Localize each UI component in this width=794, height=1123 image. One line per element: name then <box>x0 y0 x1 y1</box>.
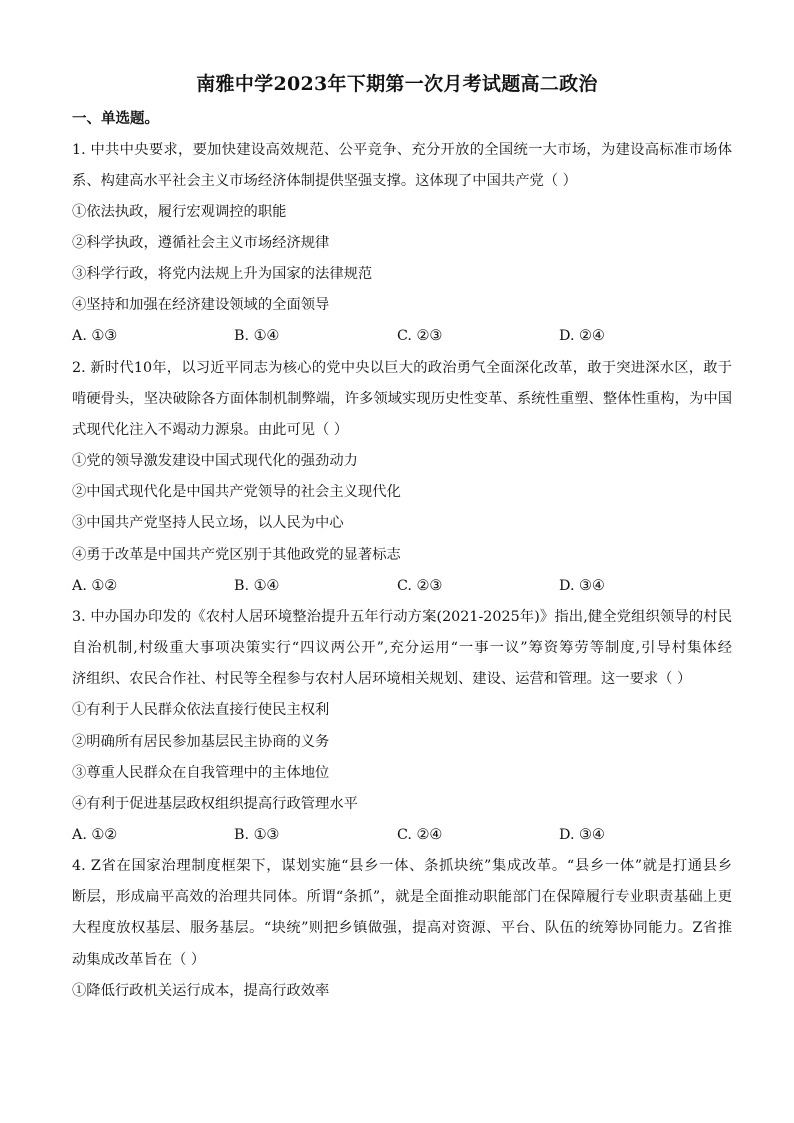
section-heading: 一、单选题。 <box>72 110 159 127</box>
q1-option-c[interactable]: C. ②③ <box>397 328 443 344</box>
q1-option-d[interactable]: D. ②④ <box>559 328 605 344</box>
q3-item-2: ②明确所有居民参加基层民主协商的义务 <box>72 734 330 750</box>
q1-item-1: ①依法执政，履行宏观调控的职能 <box>72 204 287 220</box>
q1-option-b[interactable]: B. ①④ <box>234 328 280 344</box>
q2-option-a[interactable]: A. ①② <box>72 578 118 594</box>
q3-option-d[interactable]: D. ③④ <box>559 827 605 843</box>
q2-item-1: ①党的领导激发建设中国式现代化的强劲动力 <box>72 453 358 469</box>
q4-stem-line-1: 4. Z省在国家治理制度框架下，谋划实施“县乡一体、条抓块统”集成改革。“县乡一体”就是打通县乡 <box>72 858 732 874</box>
q3-item-4: ④有利于促进基层政权组织提高行政管理水平 <box>72 796 358 812</box>
q1-item-2: ②科学执政，遵循社会主义市场经济规律 <box>72 235 330 251</box>
q3-stem-line-2: 自治机制,村级重大事项决策实行“四议两公开”,充分运用“一事一议”筹资筹劳等制度,引导村集体经 <box>72 640 732 656</box>
q2-option-c[interactable]: C. ②③ <box>397 578 443 594</box>
q4-stem-line-4: 动集成改革旨在（ ） <box>72 952 206 968</box>
q3-stem-line-1: 3. 中办国办印发的《农村人居环境整治提升五年行动方案(2021-2025年)》指出,健全党组织领导的村民 <box>72 609 732 625</box>
q2-option-d[interactable]: D. ③④ <box>559 578 605 594</box>
q2-stem-line-2: 啃硬骨头，坚决破除各方面体制机制弊端，许多领域实现历史性变革、系统性重塑、整体性重构，为中国 <box>72 391 732 407</box>
q1-option-a[interactable]: A. ①③ <box>72 328 118 344</box>
q3-item-1: ①有利于人民群众依法直接行使民主权利 <box>72 702 330 718</box>
q2-item-3: ③中国共产党坚持人民立场，以人民为中心 <box>72 515 344 531</box>
q2-stem-line-1: 2. 新时代10年，以习近平同志为核心的党中央以巨大的政治勇气全面深化改革，敢于突进深水区，敢于 <box>72 360 732 376</box>
q4-item-1: ①降低行政机关运行成本，提高行政效率 <box>72 983 330 999</box>
q2-item-4: ④勇于改革是中国共产党区别于其他政党的显著标志 <box>72 547 401 563</box>
q1-item-4: ④坚持和加强在经济建设领域的全面领导 <box>72 297 330 313</box>
q2-option-b[interactable]: B. ①④ <box>234 578 280 594</box>
q3-option-c[interactable]: C. ②④ <box>397 827 443 843</box>
q1-stem-line-2: 系、构建高水平社会主义市场经济体制提供坚强支撑。这体现了中国共产党（ ） <box>72 173 577 189</box>
q3-option-a[interactable]: A. ①② <box>72 827 118 843</box>
q2-stem-line-3: 式现代化注入不竭动力源泉。由此可见（ ） <box>72 422 349 438</box>
page-title: 南雅中学2023年下期第一次月考试题高二政治 <box>196 73 598 95</box>
q3-option-b[interactable]: B. ①③ <box>234 827 280 843</box>
q1-stem-line-1: 1. 中共中央要求，要加快建设高效规范、公平竞争、充分开放的全国统一大市场，为建设高标准市场体 <box>72 142 732 158</box>
q3-stem-line-3: 济组织、农民合作社、村民等全程参与农村人居环境相关规划、建设、运营和管理。这一要求（ ） <box>72 671 692 687</box>
q4-stem-line-3: 大程度放权基层、服务基层。“块统”则把乡镇做强，提高对资源、平台、队伍的统筹协同能力。Z省推 <box>72 920 732 936</box>
q4-stem-line-2: 断层，形成扁平高效的治理共同体。所谓“条抓”，就是全面推动职能部门在保障履行专业职责基础上更 <box>72 889 732 905</box>
q2-item-2: ②中国式现代化是中国共产党领导的社会主义现代化 <box>72 484 401 500</box>
q1-item-3: ③科学行政，将党内法规上升为国家的法律规范 <box>72 266 373 282</box>
q3-item-3: ③尊重人民群众在自我管理中的主体地位 <box>72 765 330 781</box>
